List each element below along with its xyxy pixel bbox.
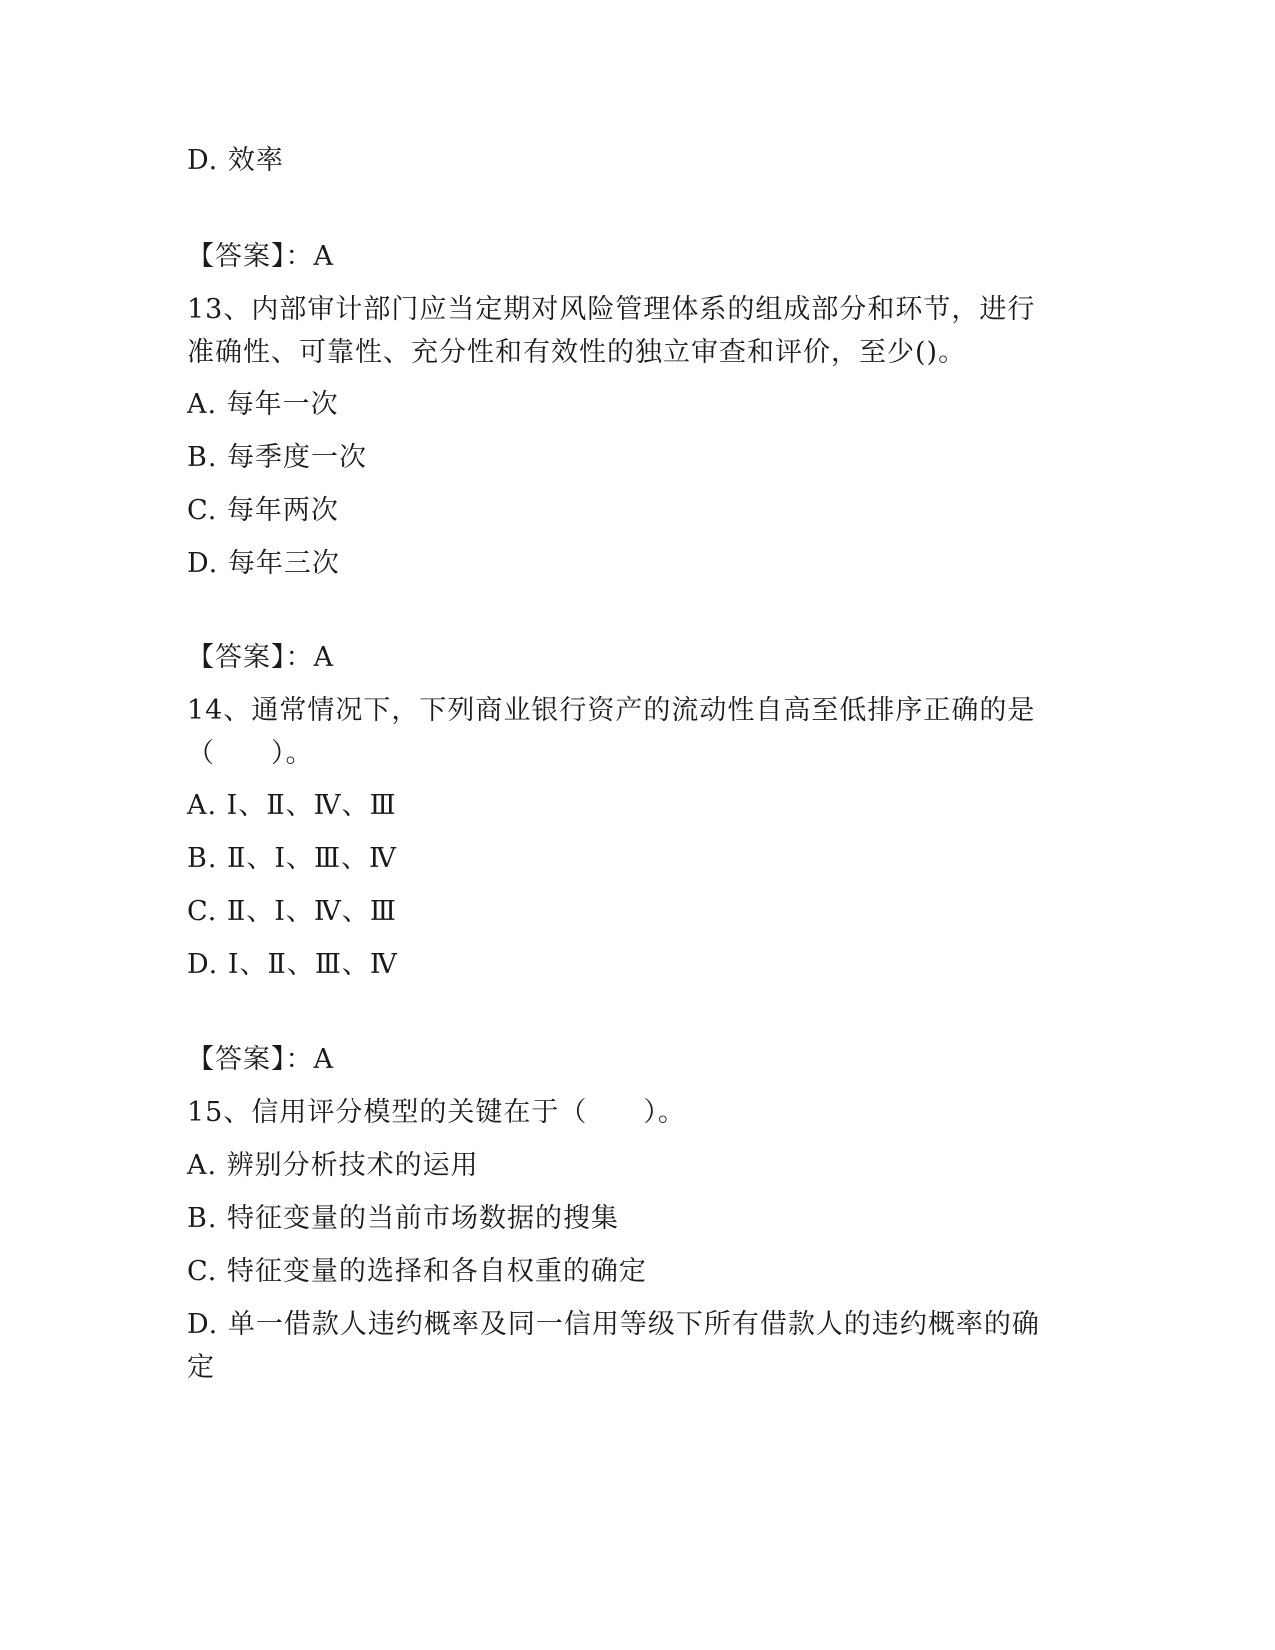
q14-option-a: A. Ⅰ、Ⅱ、Ⅳ、Ⅲ [187,790,397,821]
q14-option-c: C. Ⅱ、Ⅰ、Ⅳ、Ⅲ [187,896,397,927]
q13-option-c: C. 每年两次 [187,495,339,526]
q13-option-a: A. 每年一次 [187,389,339,420]
q12-option-d: D. 效率 [187,145,284,176]
q15-option-c: C. 特征变量的选择和各自权重的确定 [187,1256,647,1287]
q14-answer: 【答案】：A [187,1044,334,1075]
q14-option-d: D. Ⅰ、Ⅱ、Ⅲ、Ⅳ [187,949,398,980]
q13-option-b: B. 每季度一次 [187,442,368,473]
q14-stem-line1: 14、通常情况下，下列商业银行资产的流动性自高至低排序正确的是 [187,695,1036,726]
q13-answer: 【答案】：A [187,642,334,673]
q14-stem-line2: （ ）。 [187,738,314,769]
q15-stem: 15、信用评分模型的关键在于（ ）。 [187,1097,686,1128]
q13-option-d: D. 每年三次 [187,548,340,579]
q15-option-b: B. 特征变量的当前市场数据的搜集 [187,1203,620,1234]
q15-option-d-line2: 定 [187,1352,215,1383]
q15-option-d-line1: D. 单一借款人违约概率及同一信用等级下所有借款人的违约概率的确 [187,1309,1040,1340]
q12-answer: 【答案】：A [187,241,334,272]
q15-option-a: A. 辨别分析技术的运用 [187,1150,479,1181]
exam-document-page [187,0,1067,1650]
q14-option-b: B. Ⅱ、Ⅰ、Ⅲ、Ⅳ [187,843,398,874]
q13-stem-line2: 准确性、可靠性、充分性和有效性的独立审查和评价，至少()。 [187,337,967,368]
q13-stem-line1: 13、内部审计部门应当定期对风险管理体系的组成部分和环节，进行 [187,294,1036,325]
